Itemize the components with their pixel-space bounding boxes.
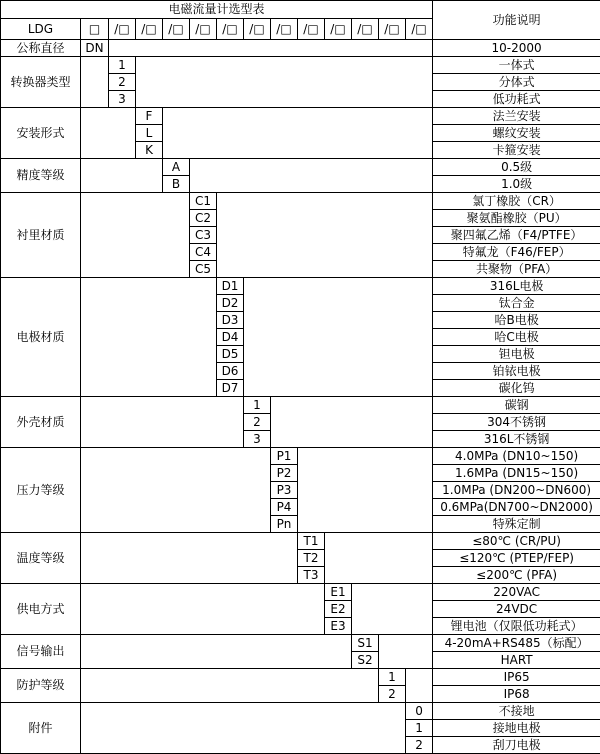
spacer-cell [217,193,433,278]
table-row [1,533,600,550]
option-code: D4 [217,329,244,346]
option-desc: 4-20mA+RS485（标配） [433,635,600,652]
option-code: D1 [217,278,244,295]
spacer-cell [406,669,433,703]
series-label: LDG [1,19,81,40]
option-code: P2 [271,465,298,482]
table-row [1,584,600,601]
option-desc: 螺纹安装 [433,125,600,142]
option-code: E3 [325,618,352,635]
table-row [1,635,600,652]
option-code: 1 [109,57,136,74]
option-desc: 碳化钨 [433,380,600,397]
option-code: DN [81,40,109,57]
spacer-cell [244,278,433,397]
model-segment-box: /□ [271,19,298,40]
category-label: 信号输出 [1,635,81,669]
category-label: 附件 [1,703,81,754]
spacer-cell [298,448,433,533]
option-code: S2 [352,652,379,669]
spacer-cell [81,57,109,108]
category-label: 衬里材质 [1,193,81,278]
category-label: 供电方式 [1,584,81,635]
option-desc: 锂电池（仅限低功耗式） [433,618,600,635]
option-desc: 0.5级 [433,159,600,176]
table-row [1,1,600,19]
model-segment-box: /□ [136,19,163,40]
table-title: 电磁流量计选型表 [1,1,433,19]
spacer-cell [136,57,433,108]
model-segment-box: /□ [298,19,325,40]
option-code: 0 [406,703,433,720]
category-label: 外壳材质 [1,397,81,448]
option-code: 2 [244,414,271,431]
spacer-cell [81,159,163,193]
option-code: T2 [298,550,325,567]
option-desc: 哈C电极 [433,329,600,346]
option-desc: 220VAC [433,584,600,601]
option-code: K [136,142,163,159]
option-desc: IP68 [433,686,600,703]
table-row [1,448,600,465]
spacer-cell [81,397,244,448]
option-desc: IP65 [433,669,600,686]
category-label: 公称直径 [1,40,81,57]
spacer-cell [81,193,190,278]
option-desc: 1.0MPa (DN200~DN600) [433,482,600,499]
option-desc: 法兰安装 [433,108,600,125]
option-desc: 铂铱电极 [433,363,600,380]
spacer-cell [190,159,433,193]
option-desc: 1.6MPa (DN15~150) [433,465,600,482]
category-label: 温度等级 [1,533,81,584]
option-desc: 氯丁橡胶（CR） [433,193,600,210]
spacer-cell [81,669,379,703]
spacer-cell [352,584,433,635]
spacer-cell [81,635,352,669]
option-desc: 低功耗式 [433,91,600,108]
option-code: C2 [190,210,217,227]
category-label: 安装形式 [1,108,81,159]
option-desc: 一体式 [433,57,600,74]
option-code: T3 [298,567,325,584]
option-desc: 分体式 [433,74,600,91]
option-desc: 10-2000 [433,40,600,57]
model-segment-box: /□ [163,19,190,40]
option-desc: 哈B电极 [433,312,600,329]
option-desc: 聚氨酯橡胶（PU） [433,210,600,227]
option-code: D6 [217,363,244,380]
option-code: B [163,176,190,193]
category-label: 电极材质 [1,278,81,397]
table-row [1,193,600,210]
option-code: F [136,108,163,125]
model-base-box: □ [81,19,109,40]
table-row [1,703,600,720]
option-desc: ≤80℃ (CR/PU) [433,533,600,550]
spacer-cell [81,448,271,533]
option-desc: 24VDC [433,601,600,618]
option-code: D2 [217,295,244,312]
spacer-cell [271,397,433,448]
option-desc: 钽电极 [433,346,600,363]
option-code: 1 [379,669,406,686]
table-row [1,278,600,295]
option-desc: 1.0级 [433,176,600,193]
spacer-cell [81,108,136,159]
option-code: P1 [271,448,298,465]
option-code: 1 [244,397,271,414]
option-code: 2 [109,74,136,91]
option-code: P4 [271,499,298,516]
option-code: L [136,125,163,142]
option-code: A [163,159,190,176]
table-row [1,397,600,414]
option-code: 3 [244,431,271,448]
option-desc: 聚四氟乙烯（F4/PTFE） [433,227,600,244]
model-segment-box: /□ [352,19,379,40]
model-segment-box: /□ [325,19,352,40]
spacer-cell [81,278,217,397]
model-segment-box: /□ [379,19,406,40]
option-desc: 不接地 [433,703,600,720]
option-code: S1 [352,635,379,652]
category-label: 压力等级 [1,448,81,533]
spacer-cell [109,40,433,57]
option-desc: 316L电极 [433,278,600,295]
option-desc: 特殊定制 [433,516,600,533]
category-label: 精度等级 [1,159,81,193]
option-desc: 刮刀电极 [433,737,600,754]
option-desc: 接地电极 [433,720,600,737]
table-row [1,159,600,176]
option-desc: 特氟龙（F46/FEP） [433,244,600,261]
option-desc: ≤120℃ (PTEP/FEP) [433,550,600,567]
option-desc: 0.6MPa(DN700~DN2000) [433,499,600,516]
option-desc: 316L不锈钢 [433,431,600,448]
option-code: D5 [217,346,244,363]
table-row [1,108,600,125]
spacer-cell [81,533,298,584]
option-code: Pn [271,516,298,533]
option-code: D3 [217,312,244,329]
option-code: E1 [325,584,352,601]
spacer-cell [163,108,433,159]
option-code: C4 [190,244,217,261]
option-desc: ≤200℃ (PFA) [433,567,600,584]
spacer-cell [81,703,406,754]
table-row [1,669,600,686]
option-code: E2 [325,601,352,618]
option-code: C1 [190,193,217,210]
option-code: 1 [406,720,433,737]
model-segment-box: /□ [190,19,217,40]
spacer-cell [325,533,433,584]
option-desc: 碳钢 [433,397,600,414]
table-row [1,40,600,57]
option-code: 3 [109,91,136,108]
option-desc: 钛合金 [433,295,600,312]
option-code: 2 [406,737,433,754]
option-desc: 304不锈钢 [433,414,600,431]
category-label: 防护等级 [1,669,81,703]
option-code: 2 [379,686,406,703]
category-label: 转换器类型 [1,57,81,108]
model-segment-box: /□ [406,19,433,40]
option-desc: 4.0MPa (DN10~150) [433,448,600,465]
spacer-cell [81,584,325,635]
table-row [1,57,600,74]
model-segment-box: /□ [244,19,271,40]
option-code: D7 [217,380,244,397]
model-segment-box: /□ [217,19,244,40]
option-desc: 卡箍安装 [433,142,600,159]
option-code: P3 [271,482,298,499]
option-code: C3 [190,227,217,244]
option-desc: 共聚物（PFA） [433,261,600,278]
option-desc: HART [433,652,600,669]
model-segment-box: /□ [109,19,136,40]
spacer-cell [379,635,433,669]
option-code: T1 [298,533,325,550]
option-code: C5 [190,261,217,278]
function-column-header: 功能说明 [433,1,600,40]
